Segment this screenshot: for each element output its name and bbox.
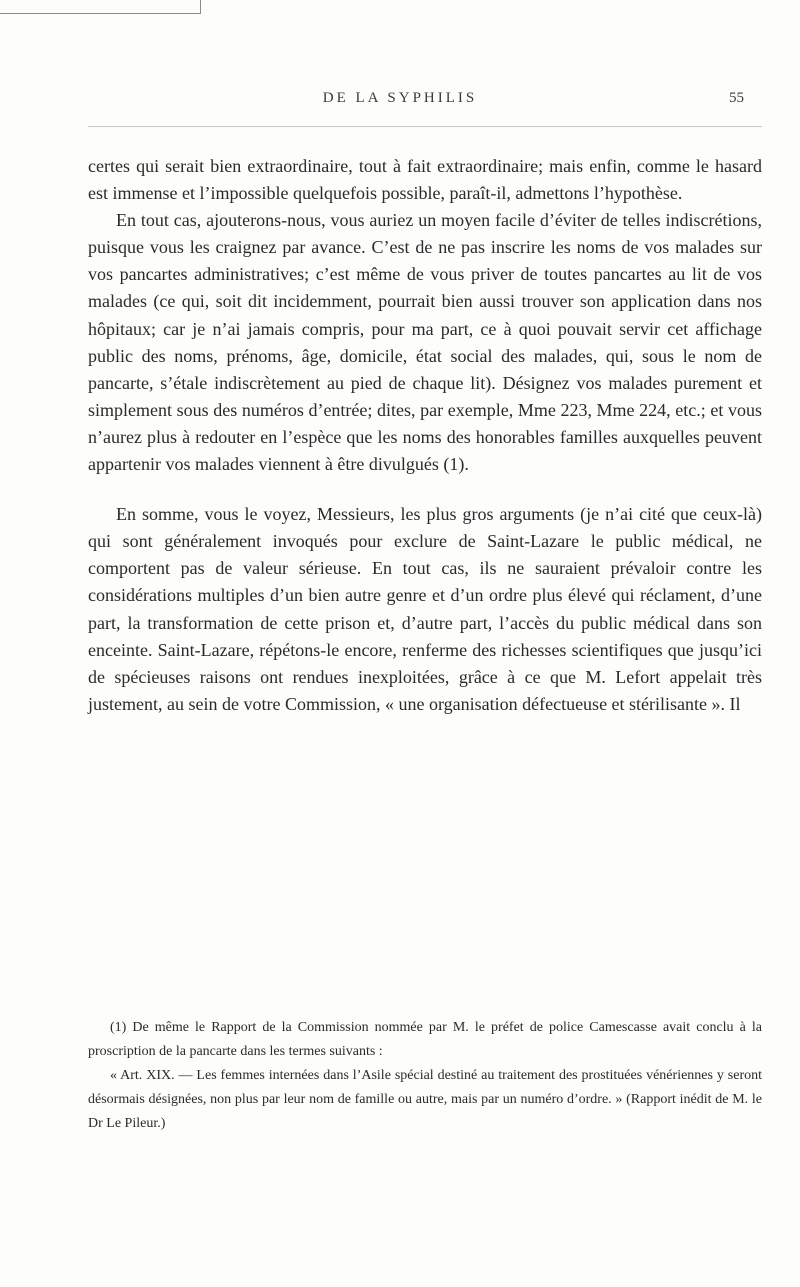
page-corner-rule [0,13,200,14]
footnote: (1) De même le Rapport de la Commission nommée par M. le préfet de police Camescasse avait conclu à la proscription de la pancarte dans les termes suivants : [88,1020,762,1059]
page-number: 55 [729,90,744,106]
paragraph: En somme, vous le voyez, Messieurs, les plus gros arguments (je n’ai cité que ceux-là) qui sont généralement invoqués pour exclure de Saint-Lazare le public médical, ne comportent pas de valeur sérieuse. En tout cas, ils ne sauraient prévaloir contre les considérations multiples d’un bien autre genre et d’un ordre plus élevé qui réclament, d’une part, la transformation de cette prison et, d’autre part, l’accès du public médical dans son enceinte. Saint-Lazare, répétons-le encore, renferme des richesses scientifiques que jusqu’ici de spécieuses raisons ont rendues inexploitées, grâce à ce que M. Lefort appelait très justement, au sein de votre Commission, « une organisation défectueuse et stérilisante ». Il [88,504,762,714]
running-title: DE LA SYPHILIS [322,90,478,106]
header-rule [88,126,762,127]
footnotes [88,1016,762,1136]
page-corner-rule [200,0,201,14]
paragraph: certes qui serait bien extraordinaire, tout à fait extraordinaire; mais enfin, comme le hasard est immense et l’impossible quelquefois possible, paraît-il, admettons l’hypothèse. [88,156,762,204]
body-text [88,153,762,718]
footnote: « Art. XIX. — Les femmes internées dans l’Asile spécial destiné au traitement des prostituées vénériennes y seront désormais désignées, non plus par leur nom de famille ou autre, mais par un numéro d’ordre. » (Rapport inédit de M. le Dr Le Pileur.) [88,1068,762,1131]
running-head [0,90,800,114]
paragraph: En tout cas, ajouterons-nous, vous auriez un moyen facile d’éviter de telles indiscrétions, puisque vous les craignez par avance. C’est de ne pas inscrire les noms de vos malades sur vos pancartes administratives; c’est même de vous priver de toutes pancartes au lit de vos malades (ce qui, soit dit incidemment, pourrait bien aussi trouver son application dans nos hôpitaux; car je n’ai jamais compris, pour ma part, ce à quoi pouvait servir cet affichage public des noms, prénoms, âge, domicile, état social des malades, qui, sous le nom de pancarte, s’étale indiscrètement au pied de chaque lit). Désignez vos malades purement et simplement sous des numéros d’entrée; dites, par exemple, Mme 223, Mme 224, etc.; et vous n’aurez plus à redouter en l’espèce que les noms des honorables familles auxquelles peuvent appartenir vos malades viennent à être divulgués (1). [88,210,762,475]
